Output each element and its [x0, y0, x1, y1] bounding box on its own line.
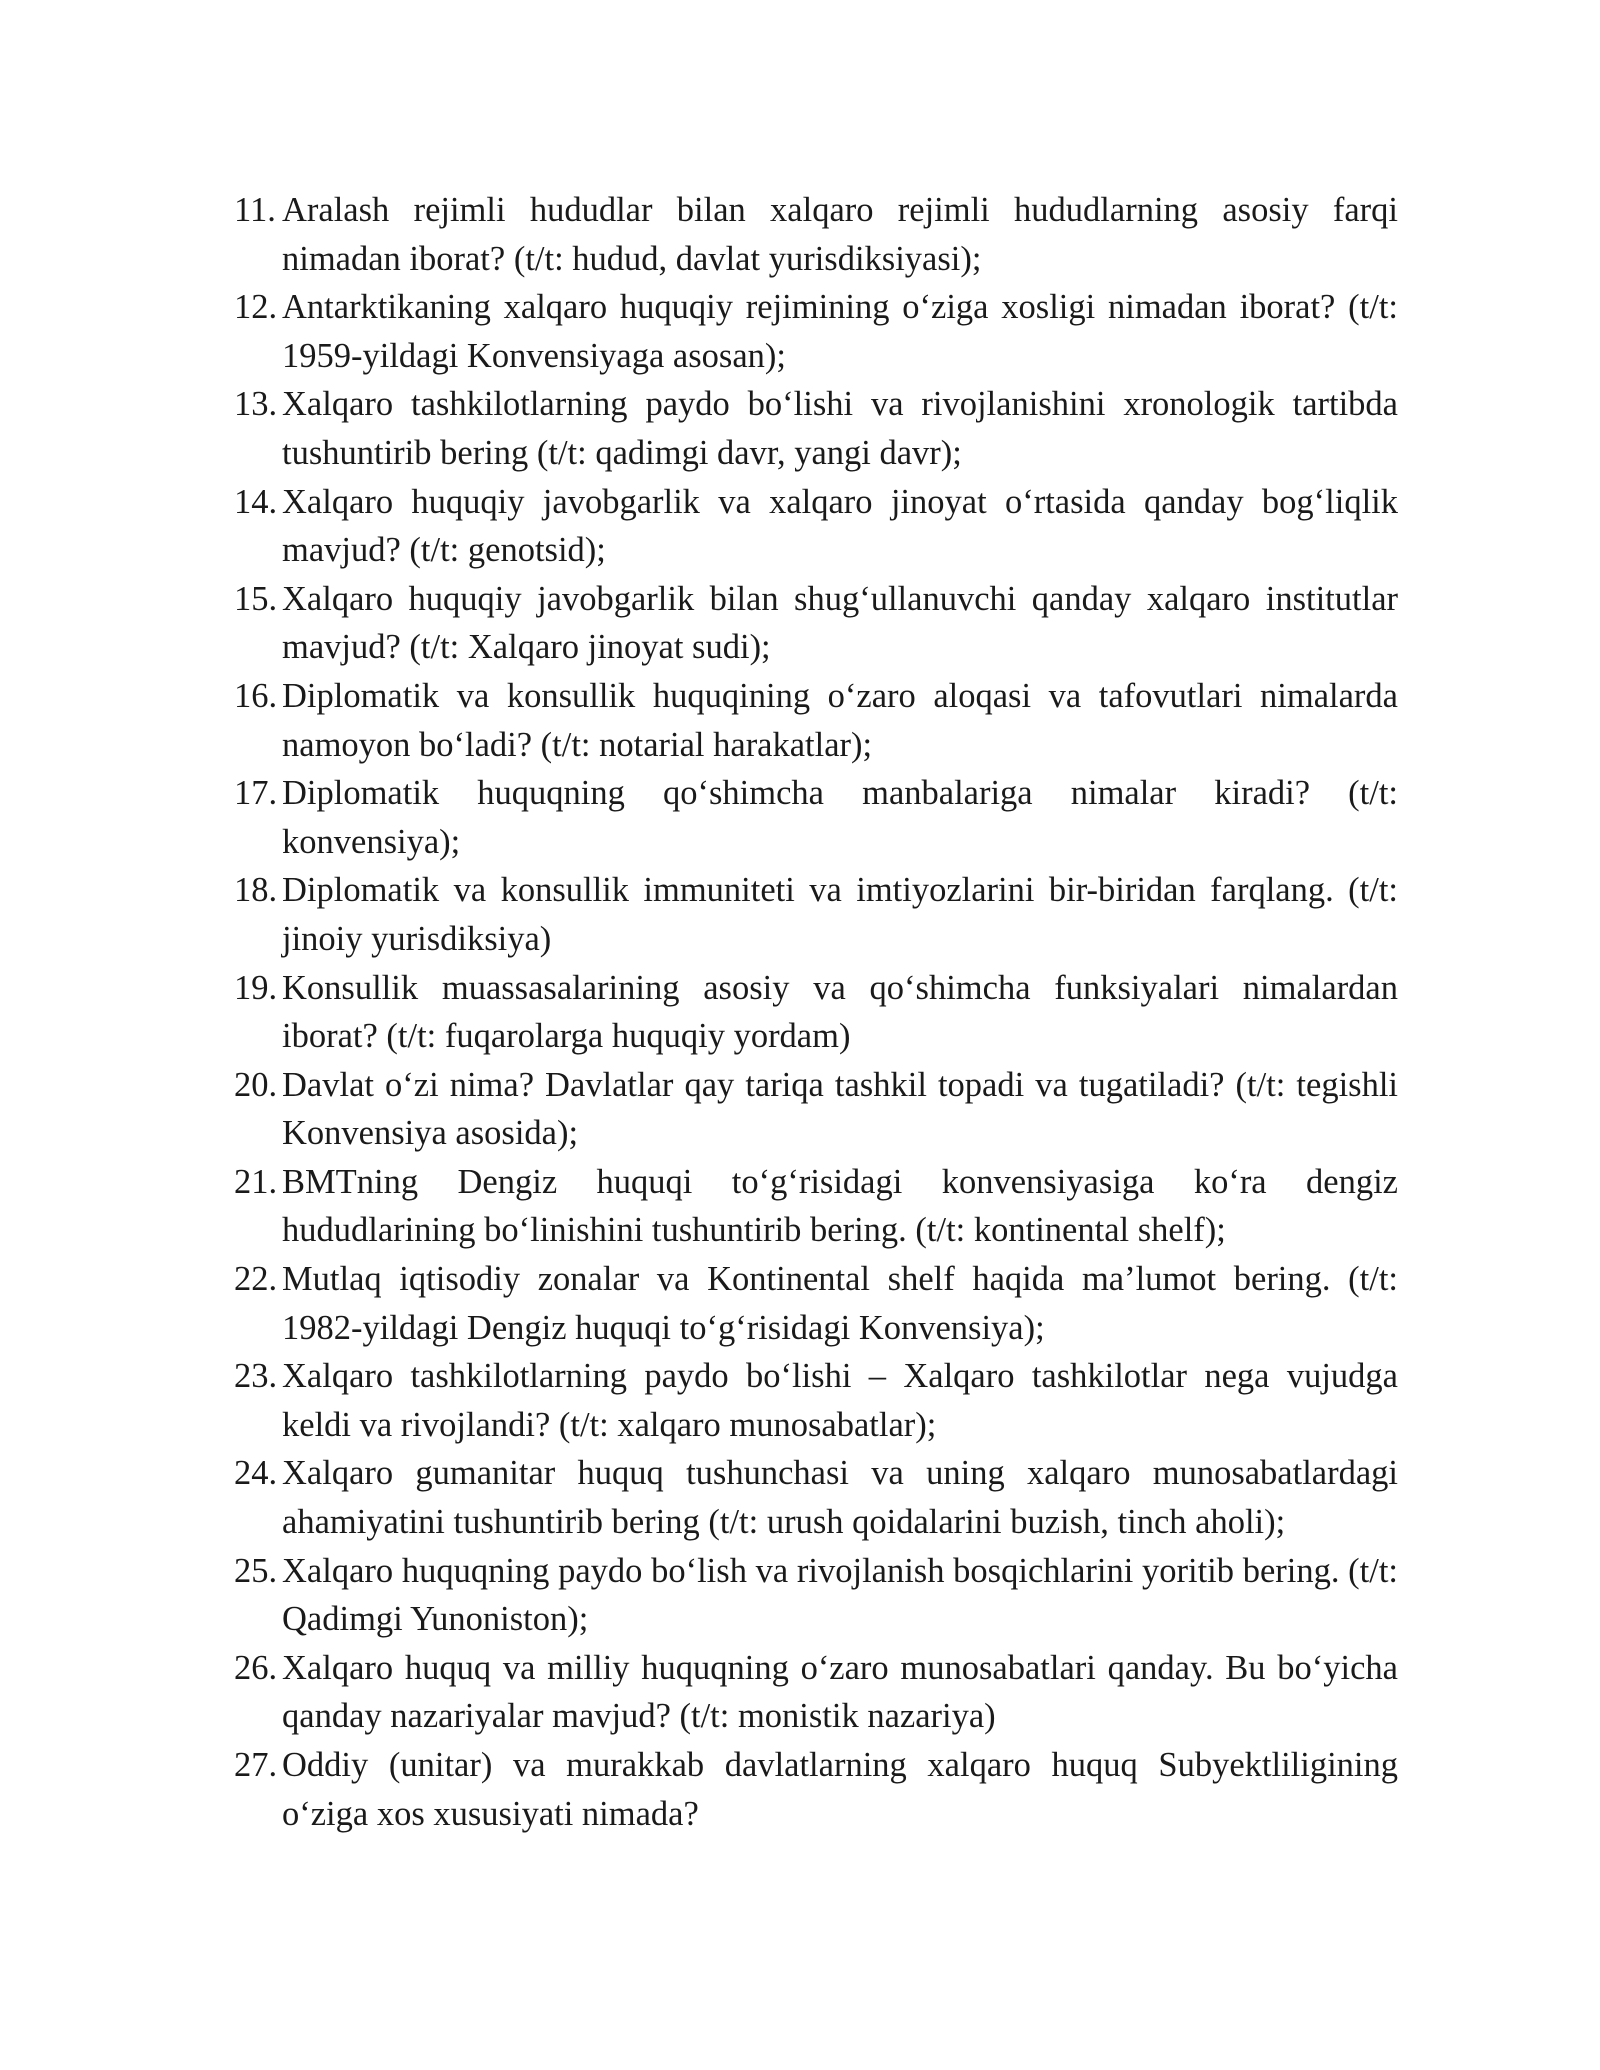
question-number: 14. — [234, 482, 278, 521]
question-item — [234, 964, 1398, 1061]
question-item — [234, 1061, 1398, 1158]
question-number: 15. — [234, 579, 278, 618]
question-text: Antarktikaning xalqaro huquqiy rejimining o‘ziga xosligi nimadan iborat? (t/t: 1959-yildagi Konvensiyaga asosan); — [282, 288, 1398, 375]
question-item — [234, 866, 1398, 963]
question-text: Xalqaro gumanitar huquq tushunchasi va uning xalqaro munosabatlardagi ahamiyatini tushuntirib bering (t/t: urush qoidalarini buzish, tinch aholi); — [282, 1454, 1398, 1542]
question-item — [234, 1352, 1398, 1449]
question-item — [234, 1158, 1398, 1255]
question-text: Xalqaro tashkilotlarning paydo bo‘lishi va rivojlanishini xronologik tartibda tushuntirib bering (t/t: qadimgi davr, yangi davr); — [282, 385, 1398, 472]
question-number: 18. — [234, 871, 278, 910]
question-number: 24. — [234, 1454, 278, 1493]
question-text: Xalqaro tashkilotlarning paydo bo‘lishi – Xalqaro tashkilotlar nega vujudga keldi va rivojlandi? (t/t: xalqaro munosabatlar); — [282, 1357, 1398, 1444]
question-item — [234, 1255, 1398, 1352]
question-number: 13. — [234, 385, 278, 424]
question-text: Xalqaro huquqning paydo bo‘lish va rivojlanish bosqichlarini yoritib bering. (t/t: Qadimgi Yunoniston); — [282, 1551, 1398, 1639]
question-text: Oddiy (unitar) va murakkab davlatlarning xalqaro huquq Subyektliligining o‘ziga xos xususiyati nimada? — [282, 1746, 1398, 1833]
question-text: Mutlaq iqtisodiy zonalar va Kontinental shelf haqida ma’lumot bering. (t/t: 1982-yildagi Dengiz huquqi to‘g‘risidagi Konvensiya); — [282, 1260, 1398, 1347]
question-text: Diplomatik va konsullik immuniteti va imtiyozlarini bir-biridan farqlang. (t/t: jinoiy yurisdiksiya) — [282, 871, 1398, 958]
question-number: 20. — [234, 1065, 278, 1104]
question-number: 22. — [234, 1260, 278, 1299]
question-number: 17. — [234, 774, 278, 813]
question-text: Diplomatik va konsullik huquqining o‘zaro aloqasi va tafovutlari nimalarda namoyon bo‘ladi? (t/t: notarial harakatlar); — [282, 676, 1398, 764]
question-item — [234, 769, 1398, 866]
question-item — [234, 1547, 1398, 1644]
question-number: 21. — [234, 1162, 278, 1201]
question-list — [234, 186, 1398, 1838]
question-text: BMTning Dengiz huquqi to‘g‘risidagi konvensiyasiga ko‘ra dengiz hududlarining bo‘linishini tushuntirib bering. (t/t: kontinental shelf); — [282, 1162, 1398, 1250]
question-text: Davlat o‘zi nima? Davlatlar qay tariqa tashkil topadi va tugatiladi? (t/t: tegishli Konvensiya asosida); — [282, 1065, 1398, 1153]
question-number: 25. — [234, 1551, 278, 1590]
question-item — [234, 478, 1398, 575]
question-number: 26. — [234, 1648, 278, 1687]
question-number: 12. — [234, 288, 278, 327]
question-item — [234, 672, 1398, 769]
question-number: 16. — [234, 676, 278, 715]
question-text: Xalqaro huquqiy javobgarlik bilan shug‘ullanuvchi qanday xalqaro institutlar mavjud? (t/t: Xalqaro jinoyat sudi); — [282, 579, 1398, 667]
question-number: 19. — [234, 968, 278, 1007]
question-item — [234, 1644, 1398, 1741]
question-item — [234, 283, 1398, 380]
question-item — [234, 186, 1398, 283]
question-text: Diplomatik huquqning qo‘shimcha manbalariga nimalar kiradi? (t/t: konvensiya); — [282, 774, 1398, 861]
question-text: Aralash rejimli hududlar bilan xalqaro rejimli hududlarning asosiy farqi nimadan iborat? (t/t: hudud, davlat yurisdiksiyasi); — [282, 191, 1398, 278]
question-item — [234, 1741, 1398, 1838]
question-number: 23. — [234, 1357, 278, 1396]
question-text: Konsullik muassasalarining asosiy va qo‘shimcha funksiyalari nimalardan iborat? (t/t: fuqarolarga huquqiy yordam) — [282, 968, 1398, 1056]
question-item — [234, 1449, 1398, 1546]
question-item — [234, 575, 1398, 672]
question-text: Xalqaro huquqiy javobgarlik va xalqaro jinoyat o‘rtasida qanday bog‘liqlik mavjud? (t/t: genotsid); — [282, 482, 1398, 570]
question-item — [234, 380, 1398, 477]
question-number: 11. — [234, 191, 276, 229]
question-number: 27. — [234, 1746, 278, 1784]
question-text: Xalqaro huquq va milliy huquqning o‘zaro munosabatlari qanday. Bu bo‘yicha qanday nazariyalar mavjud? (t/t: monistik nazariya) — [282, 1648, 1398, 1736]
